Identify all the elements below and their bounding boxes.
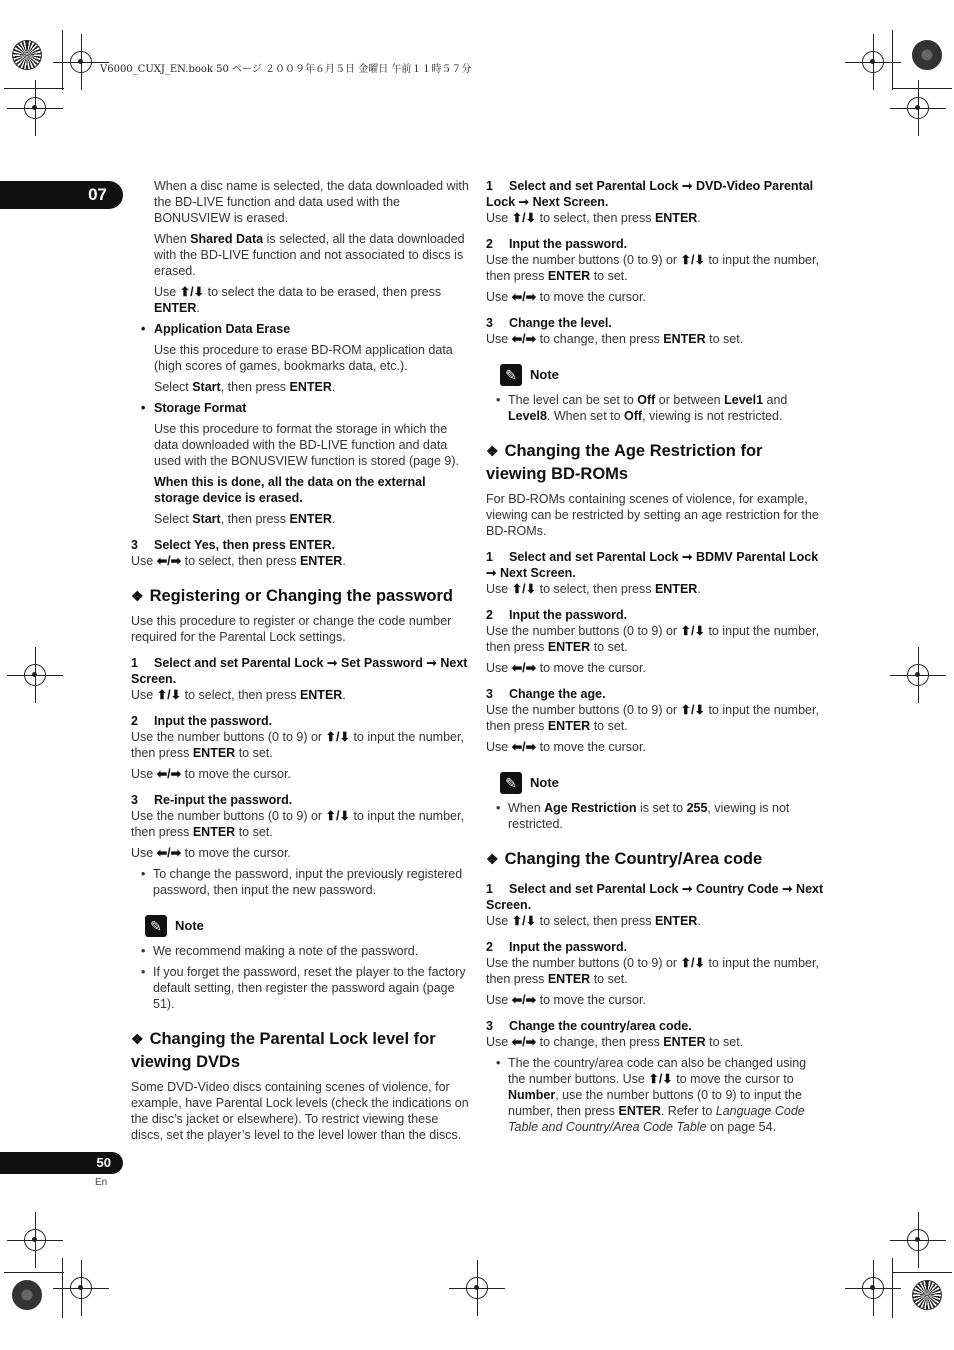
chapter-number: 07	[88, 185, 107, 204]
paragraph: Use ⬅/➡ to move the cursor.	[131, 846, 291, 860]
crop-mark	[892, 30, 893, 90]
arrow-right-icon: ➞	[682, 550, 693, 564]
step-heading: 1 Select and set Parental Lock ➞ BDMV Parental Lock ➞ Next Screen.	[486, 550, 819, 580]
up-down-arrows-icon: ⬆/⬇	[511, 211, 537, 225]
paragraph: Use ⬅/➡ to move the cursor.	[131, 767, 291, 781]
step-heading: 3 Select Yes, then press ENTER.	[131, 538, 336, 552]
list-item: • If you forget the password, reset the player to the factory default setting, then register the password again (page 51).	[131, 964, 469, 1012]
paragraph: Use ⬅/➡ to move the cursor.	[486, 290, 646, 304]
up-down-arrows-icon: ⬆/⬇	[156, 688, 182, 702]
paragraph: Use the number buttons (0 to 9) or ⬆/⬇ to input the number, then press ENTER to set.	[486, 624, 819, 654]
diamond-bullet-icon: ❖	[486, 443, 499, 459]
up-down-arrows-icon: ⬆/⬇	[680, 253, 705, 267]
left-right-arrows-icon: ⬅/➡	[156, 554, 182, 568]
crop-mark	[892, 1258, 893, 1318]
paragraph: Use ⬅/➡ to move the cursor.	[486, 661, 646, 675]
step-heading: 3 Change the age.	[486, 687, 606, 701]
registration-target-bottom-left	[12, 1280, 42, 1310]
up-down-arrows-icon: ⬆/⬇	[325, 730, 350, 744]
bullet-heading: • Storage Format	[131, 400, 469, 416]
left-right-arrows-icon: ⬅/➡	[511, 290, 537, 304]
step-heading: 3 Change the country/area code.	[486, 1019, 692, 1033]
paragraph: When Shared Data is selected, all the data downloaded with the BD-LIVE function and not associated to discs is erased.	[154, 232, 465, 278]
paragraph: Select Start, then press ENTER.	[154, 380, 336, 394]
crop-mark	[892, 88, 952, 89]
paragraph: When a disc name is selected, the data downloaded with the BD-LIVE function and data used with the BONUSVIEW is erased.	[154, 179, 469, 225]
list-item: • We recommend making a note of the password.	[131, 943, 469, 959]
list-item: • When Age Restriction is set to 255, viewing is not restricted.	[486, 800, 824, 832]
paragraph: Use the number buttons (0 to 9) or ⬆/⬇ to input the number, then press ENTER to set.	[486, 253, 819, 283]
arrow-right-icon: ➞	[518, 195, 530, 209]
step-heading: 2 Input the password.	[486, 237, 628, 251]
section-heading: ❖ Changing the Parental Lock level for viewing DVDs	[131, 1030, 436, 1071]
crop-mark	[4, 1272, 64, 1273]
paragraph: Use ⬅/➡ to change, then press ENTER to set.	[486, 332, 744, 346]
up-down-arrows-icon: ⬆/⬇	[325, 809, 350, 823]
crop-mark	[62, 30, 63, 90]
registration-target-top-left	[12, 40, 42, 70]
registration-target-top-right	[912, 40, 942, 70]
paragraph: Use the number buttons (0 to 9) or ⬆/⬇ to input the number, then press ENTER to set.	[486, 956, 819, 986]
up-down-arrows-icon: ⬆/⬇	[680, 624, 705, 638]
bullet-heading: • Application Data Erase	[131, 321, 469, 337]
arrow-right-icon: ➞	[426, 656, 437, 670]
left-right-arrows-icon: ⬅/➡	[511, 661, 537, 675]
crop-mark	[892, 1272, 952, 1273]
pencil-icon: ✎	[145, 915, 167, 937]
step-heading: 1 Select and set Parental Lock ➞ Set Password ➞ Next Screen.	[131, 656, 468, 686]
left-right-arrows-icon: ⬅/➡	[511, 332, 537, 346]
diamond-bullet-icon: ❖	[131, 1031, 144, 1047]
page-language: En	[95, 1177, 108, 1188]
arrow-right-icon: ➞	[682, 882, 693, 896]
left-right-arrows-icon: ⬅/➡	[156, 767, 182, 781]
paragraph: Use the number buttons (0 to 9) or ⬆/⬇ to input the number, then press ENTER to set.	[131, 730, 464, 760]
page-number: 50	[96, 1155, 111, 1170]
paragraph: Use ⬅/➡ to change, then press ENTER to set.	[486, 1035, 744, 1049]
up-down-arrows-icon: ⬆/⬇	[511, 914, 537, 928]
left-right-arrows-icon: ⬅/➡	[511, 1035, 537, 1049]
page-number-tab	[0, 1152, 123, 1174]
print-header: V6000_CUXJ_EN.book 50 ページ ２００９年６月５日 金曜日 午前１１時５７分	[100, 64, 472, 75]
paragraph: Use this procedure to erase BD-ROM application data (high scores of games, bookmarks data, etc.).	[154, 343, 453, 373]
note-header: ✎ Note	[486, 771, 824, 795]
paragraph: Use ⬆/⬇ to select the data to be erased, then press ENTER.	[154, 285, 442, 315]
diamond-bullet-icon: ❖	[131, 588, 144, 604]
arrow-right-icon: ➞	[327, 656, 338, 670]
paragraph: Use ⬆/⬇ to select, then press ENTER.	[131, 688, 346, 702]
up-down-arrows-icon: ⬆/⬇	[511, 582, 537, 596]
paragraph: Use ⬅/➡ to select, then press ENTER.	[131, 554, 346, 568]
arrow-right-icon: ➞	[782, 882, 793, 896]
step-heading: 1 Select and set Parental Lock ➞ Country Code ➞ Next Screen.	[486, 882, 824, 912]
chapter-tab	[0, 181, 123, 209]
arrow-right-icon: ➞	[486, 566, 497, 580]
pencil-icon: ✎	[500, 364, 522, 386]
paragraph: Some DVD-Video discs containing scenes of violence, for example, have Parental Lock levels (check the indications on the disc’s jacket or elsewhere). To restrict viewing these discs, set the player’s level to the level lower than the discs.	[131, 1080, 469, 1142]
paragraph: For BD-ROMs containing scenes of violence, for example, viewing can be restricted by setting an age restriction for the BD-ROMs.	[486, 492, 819, 538]
paragraph: Use the number buttons (0 to 9) or ⬆/⬇ to input the number, then press ENTER to set.	[486, 703, 819, 733]
note-header: ✎ Note	[486, 363, 824, 387]
left-column	[131, 178, 469, 1143]
list-item: • The the country/area code can also be changed using the number buttons. Use ⬆/⬇ to move the cursor to Number, use the number buttons (0 to 9) to input the number, then press ENTER. Refer to Language Code Table and Country/Area Code Table on page 54.	[486, 1055, 824, 1135]
paragraph: Use ⬆/⬇ to select, then press ENTER.	[486, 582, 701, 596]
up-down-arrows-icon: ⬆/⬇	[680, 956, 705, 970]
arrow-right-icon: ➞	[682, 179, 693, 193]
section-heading: ❖ Changing the Country/Area code	[486, 850, 763, 868]
warning-text: When this is done, all the data on the external storage device is erased.	[154, 475, 426, 505]
left-right-arrows-icon: ⬅/➡	[511, 993, 537, 1007]
note-header: ✎ Note	[131, 914, 469, 938]
paragraph: Use the number buttons (0 to 9) or ⬆/⬇ to input the number, then press ENTER to set.	[131, 809, 464, 839]
paragraph: Select Start, then press ENTER.	[154, 512, 336, 526]
section-heading: ❖ Registering or Changing the password	[131, 587, 454, 605]
step-heading: 2 Input the password.	[131, 714, 273, 728]
left-right-arrows-icon: ⬅/➡	[511, 740, 537, 754]
paragraph: Use ⬆/⬇ to select, then press ENTER.	[486, 211, 701, 225]
paragraph: Use this procedure to register or change the code number required for the Parental Lock settings.	[131, 614, 452, 644]
step-heading: 2 Input the password.	[486, 608, 628, 622]
section-heading: ❖ Changing the Age Restriction for viewing BD-ROMs	[486, 442, 763, 483]
list-item: • To change the password, input the previously registered password, then input the new password.	[131, 866, 469, 898]
step-heading: 2 Input the password.	[486, 940, 628, 954]
crop-mark	[62, 1258, 63, 1318]
left-right-arrows-icon: ⬅/➡	[156, 846, 182, 860]
registration-target-bottom-right	[912, 1280, 942, 1310]
paragraph: Use ⬅/➡ to move the cursor.	[486, 740, 646, 754]
step-heading: 3 Change the level.	[486, 316, 612, 330]
diamond-bullet-icon: ❖	[486, 851, 499, 867]
pencil-icon: ✎	[500, 772, 522, 794]
paragraph: Use ⬆/⬇ to select, then press ENTER.	[486, 914, 701, 928]
step-heading: 3 Re-input the password.	[131, 793, 293, 807]
up-down-arrows-icon: ⬆/⬇	[680, 703, 705, 717]
list-item: • The level can be set to Off or between Level1 and Level8. When set to Off, viewing is not restricted.	[486, 392, 824, 424]
paragraph: Use ⬅/➡ to move the cursor.	[486, 993, 646, 1007]
up-down-arrows-icon: ⬆/⬇	[648, 1072, 673, 1086]
step-heading: 1 Select and set Parental Lock ➞ DVD-Video Parental Lock ➞ Next Screen.	[486, 179, 814, 209]
crop-mark	[4, 88, 64, 89]
paragraph: Use this procedure to format the storage in which the data downloaded with the BD-LIVE function and data used with the BONUSVIEW function is stored (page 9).	[154, 422, 459, 468]
up-down-arrows-icon: ⬆/⬇	[179, 285, 205, 299]
right-column	[486, 178, 824, 1135]
